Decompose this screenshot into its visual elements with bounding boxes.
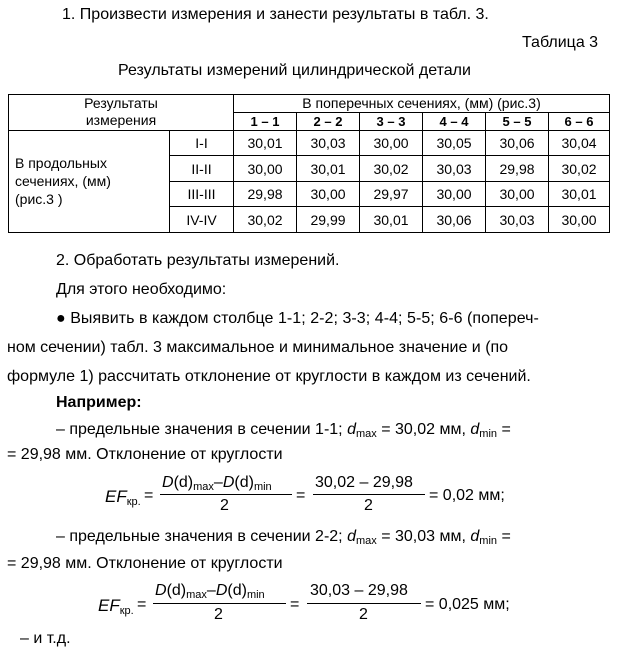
formula-2-numerator: $D(d)_{max}-D(d)_{min}$ [155, 582, 265, 601]
etc-text: – и т.д. [20, 630, 71, 647]
table-cell: 30,04 [549, 130, 610, 156]
formula-2-result: = 0,025 мм; [425, 596, 510, 613]
for-this-text: Для этого необходимо: [56, 281, 227, 298]
fraction-bar [307, 603, 421, 604]
longitudinal-label: В продольных сечениях, (мм) (рис.3 ) [9, 130, 170, 232]
fraction-bar [153, 603, 286, 604]
table-cell: 30,02 [549, 156, 610, 182]
ex2-line1: – предельные значения в сечении 2-2; $d_{max} = 30,03$ мм, $d_{min}$ = [56, 528, 511, 547]
table-label: Таблица 3 [522, 34, 599, 51]
table-cell: 30,05 [423, 130, 486, 156]
ex1-line1: – предельные значения в сечении 1-1; $d_{max} = 30,02$ мм, $d_{min}$ = [56, 421, 511, 440]
formula-1-num2: 30,02 – 29,98 [315, 474, 413, 491]
bullet-line-3: формуле 1) рассчитать отклонение от круглости в каждом из сечений. [7, 368, 531, 385]
table-cell: 30,03 [297, 130, 360, 156]
column-header: 3 – 3 [360, 112, 423, 130]
column-header: 6 – 6 [549, 112, 610, 130]
table-cell: 29,97 [360, 181, 423, 207]
row-label: I-I [170, 130, 234, 156]
cross-section-header: В поперечных сечениях, (мм) (рис.3) [234, 95, 610, 113]
row-label: III-III [170, 181, 234, 207]
table-cell: 30,00 [234, 156, 297, 182]
table-cell: 30,01 [297, 156, 360, 182]
table-cell: 29,98 [486, 156, 549, 182]
example-label: Например: [56, 394, 142, 411]
table-cell: 30,00 [486, 181, 549, 207]
ex1-line2: = 29,98 мм. Отклонение от круглости [7, 446, 283, 463]
table-cell: 30,00 [297, 181, 360, 207]
fraction-bar [313, 494, 425, 495]
column-header: 2 – 2 [297, 112, 360, 130]
ex2-line2: = 29,98 мм. Отклонение от круглости [7, 555, 283, 572]
column-header: 5 – 5 [486, 112, 549, 130]
table-cell: 30,02 [360, 156, 423, 182]
table-cell: 30,01 [234, 130, 297, 156]
table-cell: 30,00 [423, 181, 486, 207]
table-cell: 30,01 [549, 181, 610, 207]
formula-1-result: = 0,02 мм; [429, 487, 505, 504]
row-label: II-II [170, 156, 234, 182]
task1-text: 1. Произвести измерения и занести результаты в табл. 3. [62, 6, 489, 23]
bullet-line-2: ном сечении) табл. 3 максимальное и минимальное значение и (по [7, 339, 509, 356]
table-cell: 30,06 [486, 130, 549, 156]
table-cell: 30,03 [423, 156, 486, 182]
table-cell: 30,00 [360, 130, 423, 156]
table-cell: 30,06 [423, 207, 486, 233]
fraction-bar [160, 494, 292, 495]
bullet-line-1: ● Выявить в каждом столбце 1-1; 2-2; 3-3; 4-4; 5-5; 6-6 (попереч- [56, 310, 539, 327]
table-corner-header: Результаты измерения [9, 95, 234, 131]
column-header: 4 – 4 [423, 112, 486, 130]
table-cell: 30,02 [234, 207, 297, 233]
results-table [8, 94, 610, 233]
table-cell: 30,03 [486, 207, 549, 233]
table-cell: 29,99 [297, 207, 360, 233]
task2-text: 2. Обработать результаты измерений. [56, 252, 340, 269]
formula-2-num2: 30,03 – 29,98 [310, 582, 408, 599]
table-title: Результаты измерений цилиндрической детали [118, 62, 471, 79]
formula-1-numerator: $D(d)_{max}-D(d)_{min}$ [162, 474, 272, 493]
table-cell: 30,01 [360, 207, 423, 233]
table-cell: 29,98 [234, 181, 297, 207]
table-row [9, 130, 610, 156]
row-label: IV-IV [170, 207, 234, 233]
table-cell: 30,00 [549, 207, 610, 233]
column-header: 1 – 1 [234, 112, 297, 130]
